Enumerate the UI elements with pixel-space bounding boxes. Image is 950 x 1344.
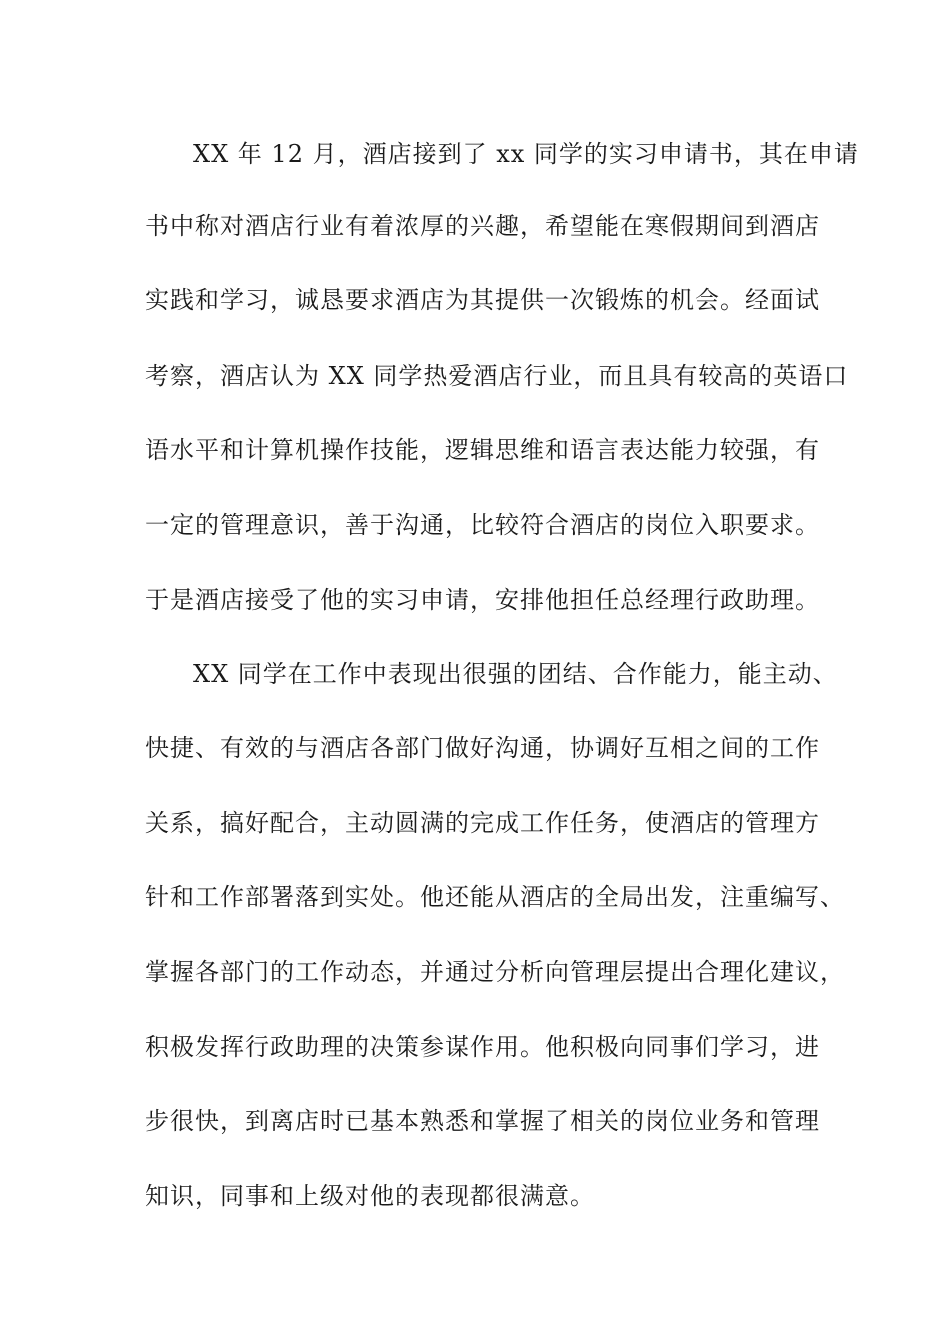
paragraph-1-line-6: 一定的管理意识，善于沟通，比较符合酒店的岗位入职要求。 [145, 511, 820, 539]
paragraph-2-line-8: 知识，同事和上级对他的表现都很满意。 [145, 1182, 595, 1210]
paragraph-1-line-7: 于是酒店接受了他的实习申请，安排他担任总经理行政助理。 [145, 586, 820, 614]
paragraph-2-line-4: 针和工作部署落到实处。他还能从酒店的全局出发，注重编写、 [145, 883, 845, 911]
paragraph-1-line-1: XX 年 12 月，酒店接到了 xx 同学的实习申请书，其在申请 [193, 140, 859, 168]
paragraph-2-line-7: 步很快，到离店时已基本熟悉和掌握了相关的岗位业务和管理 [145, 1107, 820, 1135]
paragraph-2-line-1: XX 同学在工作中表现出很强的团结、合作能力，能主动、 [193, 660, 838, 688]
paragraph-2-line-6: 积极发挥行政助理的决策参谋作用。他积极向同事们学习，进 [145, 1033, 820, 1061]
paragraph-2-line-3: 关系，搞好配合，主动圆满的完成工作任务，使酒店的管理方 [145, 809, 820, 837]
paragraph-1-line-3: 实践和学习，诚恳要求酒店为其提供一次锻炼的机会。经面试 [145, 286, 820, 314]
paragraph-1-line-2: 书中称对酒店行业有着浓厚的兴趣，希望能在寒假期间到酒店 [145, 212, 820, 240]
paragraph-2-line-2: 快捷、有效的与酒店各部门做好沟通，协调好互相之间的工作 [145, 734, 820, 762]
paragraph-1-line-5: 语水平和计算机操作技能，逻辑思维和语言表达能力较强，有 [145, 436, 820, 464]
paragraph-2-line-5: 掌握各部门的工作动态，并通过分析向管理层提出合理化建议， [145, 958, 845, 986]
paragraph-1-line-4: 考察，酒店认为 XX 同学热爱酒店行业，而且具有较高的英语口 [145, 362, 849, 390]
